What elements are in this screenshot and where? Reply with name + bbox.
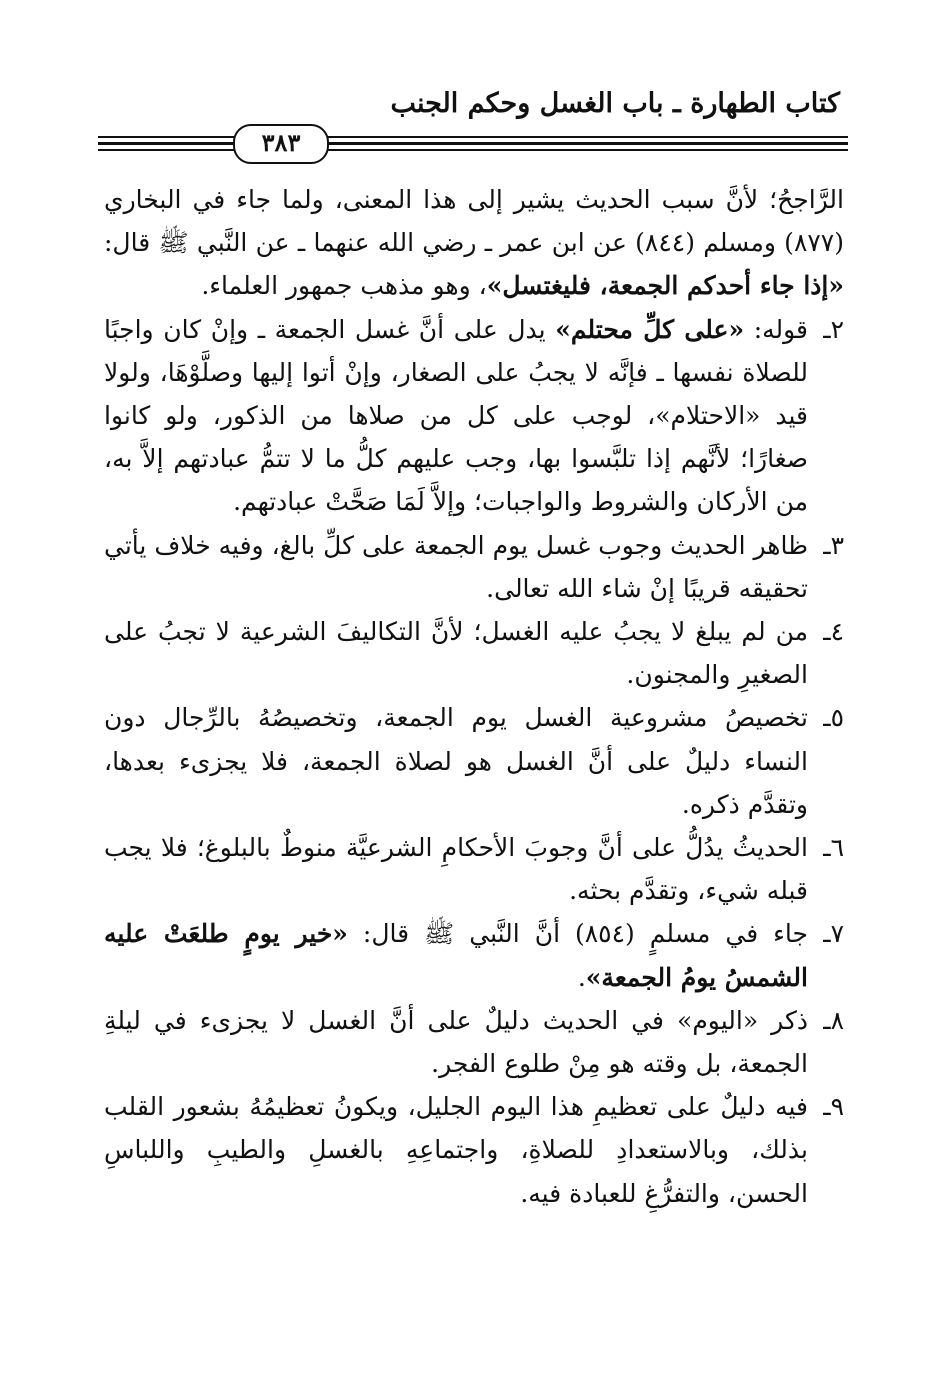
item-text: ذكر «اليوم» في الحديث دليلٌ على أنَّ الغسل لا يجزىء في ليلةِ الجمعة، بل وقته هو مِنْ طلوع الفجر. [104,1005,808,1079]
list-item-5 [104,696,844,826]
intro-text-end: ، وهو مذهب جمهور العلماء. [201,271,487,301]
item-number: ٦ـ [823,833,844,863]
item-number: ٥ـ [823,703,844,733]
item-text: تخصيصُ مشروعية الغسل يوم الجمعة، وتخصيصُهُ بالرِّجال دون النساء دليلٌ على أنَّ الغسل هو لصلاة الجمعة، فلا يجزىء بعدها، وتقدَّم ذكره. [104,703,808,819]
item-text-lead: جاء في مسلمٍ (٨٥٤) أنَّ النَّبي ﷺ قال: [347,919,808,949]
running-title: كتاب الطهارة ـ باب الغسل وحكم الجنب [390,88,840,119]
item-number: ٣ـ [823,530,844,560]
page-number-badge: ٣٨٣ [233,124,329,164]
item-text: الحديثُ يدُلُّ على أنَّ وجوبَ الأحكامِ الشرعيَّة منوطٌ بالبلوغ؛ فلا يجب قبله شيء، وتقدَّم بحثه. [104,833,808,906]
intro-paragraph [104,178,844,308]
list-item-2 [104,308,844,524]
item-text: من لم يبلغ لا يجبُ عليه الغسل؛ لأنَّ التكاليفَ الشرعية لا تجبُ على الصغيرِ والمجنون. [104,617,808,690]
item-number: ٩ـ [823,1092,844,1122]
item-number: ٧ـ [823,919,844,949]
rule-line-middle [98,142,848,145]
list-item-9 [104,1085,844,1215]
item-text: فيه دليلٌ على تعظيمِ هذا اليوم الجليل، ويكونُ تعظيمُهُ بشعور القلب بذلك، وبالاستعدادِ للصلاةِ، واجتماعِهِ بالغسلِ والطيبِ واللباسِ الحسن، والتفرُّغِ للعبادة فيه. [104,1092,808,1208]
header-rule [98,124,848,164]
item-number: ٢ـ [823,314,844,344]
intro-text: الرَّاجحُ؛ لأنَّ سبب الحديث يشير إلى هذا المعنى، ولما جاء في البخاري (٨٧٧) ومسلم (٨٤٤) عن ابن عمر ـ رضي الله عنهما ـ عن النَّبي ﷺ قال: [104,185,844,258]
list-item-6 [104,826,844,912]
list-item-3 [104,524,844,610]
list-item-8 [104,999,844,1085]
list-item-4 [104,610,844,696]
item-text-rest: . [577,962,586,992]
item-number: ٤ـ [823,617,844,647]
list-item-7 [104,912,844,998]
item-number: ٨ـ [823,1005,844,1035]
hadith-quote: «إذا جاء أحدكم الجمعة، فليغتسل» [486,271,844,301]
item-text [104,308,808,524]
rule-line-top [98,136,848,138]
item-emphasis: «على كلِّ محتلم» [555,314,745,344]
body-text [104,178,844,1215]
item-text-rest: يدل على أنَّ غسل الجمعة ـ وإنْ كان واجبًا للصلاة نفسها ـ فإنَّه لا يجبُ على الصغار، وإنْ أتوا إليها وصلَّوْهَا، ولولا قيد «الاحتلام»، لوجب على كل من صلاها من الذكور، ولو كانوا صغارًا؛ لأنَّهم إذا تلبَّسوا بها، وجب عليهم كلُّ ما لا تتمُّ عبادتهم إلاَّ به، من الأركان والشروط والواجبات؛ وإلاَّ لَمَا صَحَّتْ عبادتهم. [104,314,808,517]
item-text-lead: قوله: [744,314,808,344]
rule-line-bottom [98,149,848,151]
item-text [104,912,808,998]
item-emphasis: «خير يومٍ طلعَتْ عليه الشمسُ يومُ الجمعة» [104,919,808,992]
item-text: ظاهر الحديث وجوب غسل يوم الجمعة على كلِّ بالغ، وفيه خلاف يأتي تحقيقه قريبًا إنْ شاء الله تعالى. [104,530,808,603]
